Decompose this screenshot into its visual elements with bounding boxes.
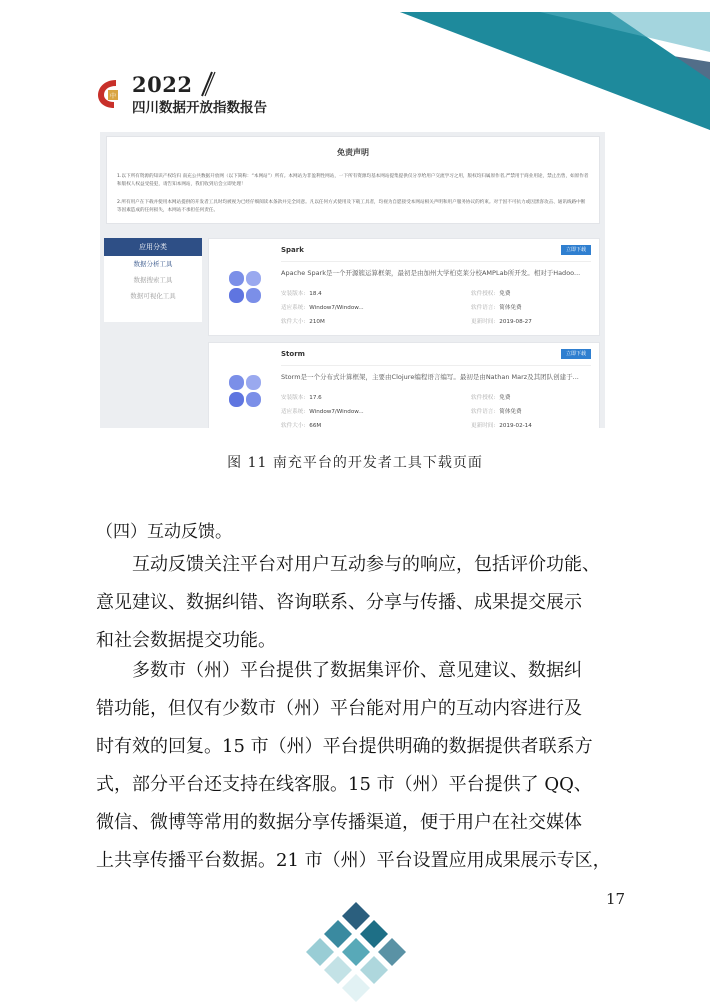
disclaimer-title: 免责声明 <box>337 148 369 157</box>
category-data-search[interactable]: 数据搜索工具 <box>133 276 173 284</box>
tool-language: 软件语言: 简体免费 <box>471 409 522 415</box>
tool-icon <box>227 373 263 409</box>
tool-platform: 适应系统: Window7/Window... <box>281 305 364 311</box>
page-number: 17 <box>606 890 626 908</box>
tool-card <box>208 238 600 336</box>
category-sidebar <box>104 238 202 322</box>
figure-screenshot <box>100 132 605 428</box>
footer-decoration <box>300 898 412 1004</box>
corner-decoration <box>400 0 710 130</box>
category-data-visualization[interactable]: 数据可视化工具 <box>130 292 176 300</box>
report-title: 四川数据开放指数报告 <box>132 100 267 116</box>
body-paragraph-2 <box>96 652 624 880</box>
tool-card <box>208 342 600 428</box>
figure-caption: 图 11 南充平台的开发者工具下载页面 <box>227 455 483 471</box>
tool-license: 软件授权: 免费 <box>471 291 511 297</box>
paragraph-line: 上共享传播平台数据。21 市（州）平台设置应用成果展示专区， <box>96 850 611 871</box>
paragraph-line: 时有效的回复。15 市（州）平台提供明确的数据提供者联系方 <box>96 736 593 757</box>
card-divider <box>281 261 591 262</box>
body-paragraph-1 <box>96 546 624 660</box>
paragraph-line: 错功能，但仅有少数市（州）平台能对用户的互动内容进行及 <box>96 698 582 719</box>
paragraph-line: 式，部分平台还支持在线客服。15 市（州）平台提供了 QQ、 <box>96 774 592 795</box>
report-year: 2022 <box>132 72 193 97</box>
slash-decoration <box>198 70 216 98</box>
tool-description: Storm是一个分布式计算框架，主要由Clojure编程语言编写。最初是由Nathan Marz及其团队创建于... <box>281 373 579 381</box>
paragraph-line: 多数市（州）平台提供了数据集评价、意见建议、数据纠 <box>132 660 582 681</box>
tool-language: 软件语言: 简体免费 <box>471 305 522 311</box>
paragraph-line: 和社会数据提交功能。 <box>96 630 276 651</box>
tool-description: Apache Spark是一个开源簇运算框架，最初是由加州大学柏克莱分校AMPLab所开发。相对于Hadoo... <box>281 269 581 277</box>
tool-license: 软件授权: 免费 <box>471 395 511 401</box>
tool-size: 软件大小: 66M <box>281 423 322 428</box>
tool-size: 软件大小: 210M <box>281 319 325 325</box>
tool-version: 安装版本: 18.4 <box>281 291 322 297</box>
download-button[interactable]: 立即下载 <box>561 349 591 359</box>
tool-platform: 适应系统: Window7/Window... <box>281 409 364 415</box>
card-divider <box>281 365 591 366</box>
paragraph-line: 互动反馈关注平台对用户互动参与的响应，包括评价功能、 <box>132 554 600 575</box>
disclaimer-paragraph-2: 2.所有用户在下载并使用本网站提供的开发者工具时均被视为已经仔细阅读本条款并完全同意。凡以任何方式使用及下载工具者，均视为自愿接受本网站相关声明和用户服务协议的约束。对于因不可抗力或因黑客攻击、通讯线路中断等因素造成的任何损失，本网站不承担任何责任。 <box>117 200 586 213</box>
tool-updated: 更新时间: 2019-08-27 <box>471 319 532 325</box>
section-heading: （四）互动反馈。 <box>96 522 232 542</box>
report-logo-icon <box>96 76 124 110</box>
tool-icon <box>227 269 263 305</box>
tool-updated: 更新时间: 2019-02-14 <box>471 423 532 428</box>
category-data-analysis[interactable]: 数据分析工具 <box>133 260 173 268</box>
tool-name: Storm <box>281 350 305 358</box>
category-sidebar-header: 应用分类 <box>104 238 202 256</box>
svg-text:中: 中 <box>109 93 117 100</box>
tool-name: Spark <box>281 246 304 254</box>
tool-version: 安装版本: 17.6 <box>281 395 322 401</box>
download-button[interactable]: 立即下载 <box>561 245 591 255</box>
disclaimer-paragraph-1: 1.以下所有资源的知识产权均归 南充公共数据开放网（以下简称：“本网站”）所有。本网站为非盈利性网站，一下所有资源均基本网站提集提供仅分享给用户交流学习之用，版权均归属原作者,严禁用于商业用途，禁止出售，如原作者和版权人权益受侵犯，请告知本网站，我们收到后会立即处理！ <box>117 174 589 187</box>
paragraph-line: 意见建议、数据纠错、咨询联系、分享与传播、成果提交展示 <box>96 592 582 613</box>
paragraph-line: 微信、微博等常用的数据分享传播渠道，便于用户在社交媒体 <box>96 812 582 833</box>
disclaimer-panel <box>106 136 600 224</box>
